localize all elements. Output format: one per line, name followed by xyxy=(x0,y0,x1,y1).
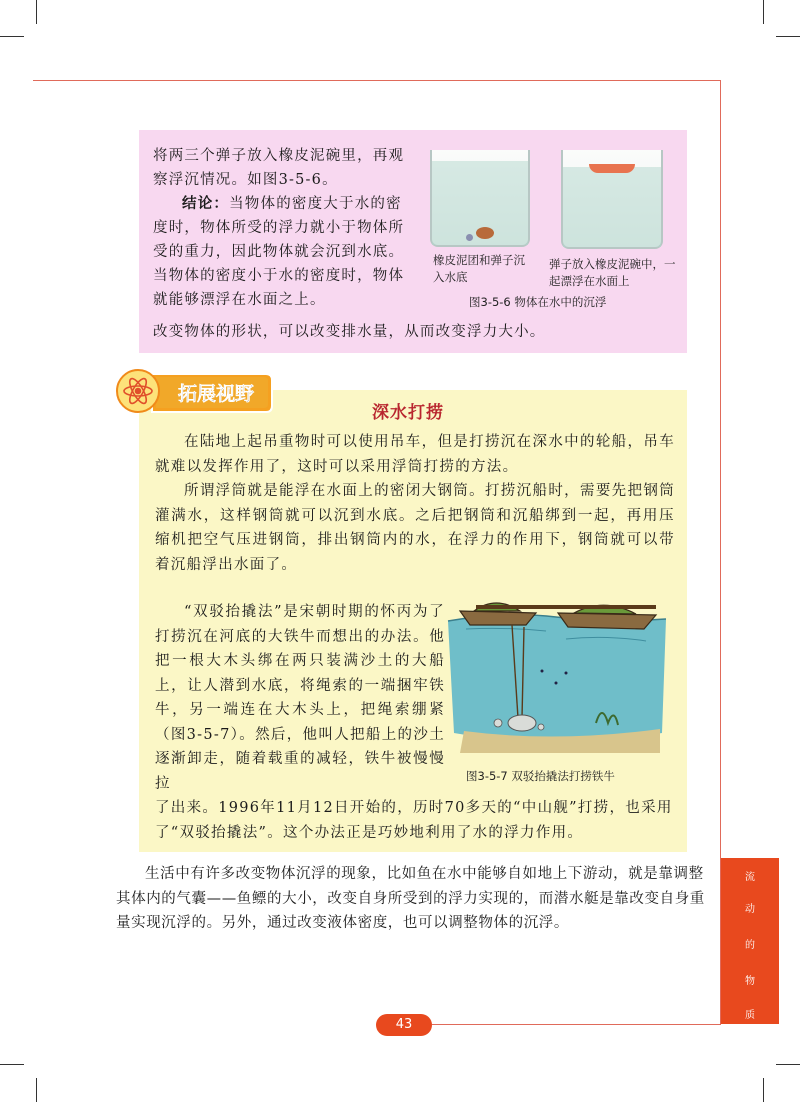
caption-floating: 弹子放入橡皮泥碗中，一起漂浮在水面上 xyxy=(549,257,676,288)
clay-lump-image xyxy=(476,227,494,239)
paragraph: 了出来。1996年11月12日开始的，历时70多天的“中山舰”打捞，也采用了“双驳抬撬法”。这个办法正是巧妙地利用了水的浮力作用。 xyxy=(155,800,673,841)
experiment-last-line: 改变物体的形状，可以改变排水量，从而改变浮力大小。 xyxy=(153,324,546,340)
body-text xyxy=(116,862,716,936)
crop-mark xyxy=(0,1064,24,1065)
paragraph: 生活中有许多改变物体沉浮的现象，比如鱼在水中能够自如地上下游动，就是靠调整其体内的气囊——鱼鳔的大小，改变自身所受到的浮力实现的，而潜水艇是靠改变自身重量实现沉浮的。另外，通过改变液体密度，也可以调整物体的沉浮。 xyxy=(116,866,705,931)
clay-bowl-image xyxy=(589,164,635,173)
figure-caption-3-5-7: 图3-5-7 双驳抬撬法打捞铁牛 xyxy=(466,769,615,783)
experiment-line: 将两三个弹子放入橡皮泥碗里，再观察浮沉情况。如图3-5-6。 xyxy=(153,148,405,188)
salvage-text-top xyxy=(155,430,675,577)
conclusion-label: 结论： xyxy=(182,195,230,212)
crop-mark xyxy=(36,0,37,24)
crop-mark xyxy=(763,1078,764,1102)
crop-mark xyxy=(0,36,24,37)
experiment-box xyxy=(139,130,687,353)
conclusion-paragraph xyxy=(153,192,413,312)
iron-ox xyxy=(508,715,536,731)
crop-mark xyxy=(763,0,764,24)
extended-view-badge xyxy=(116,368,276,414)
figure-caption-3-5-6: 图3-5-6 物体在水中的沉浮 xyxy=(469,295,607,309)
side-tab-char: 物 xyxy=(745,976,755,987)
tank-sunk-figure xyxy=(430,150,530,247)
page-number: 43 xyxy=(376,1014,432,1036)
side-tab-char: 动 xyxy=(745,904,755,915)
page-border-bottom xyxy=(432,1024,721,1025)
experiment-text xyxy=(153,144,413,312)
marble-image xyxy=(466,234,473,241)
badge-label: 拓展视野 xyxy=(177,383,255,405)
salvage-text-bottom xyxy=(155,796,675,845)
side-tab-char: 质 xyxy=(745,1010,755,1021)
salvage-text-wrap xyxy=(155,600,445,796)
crop-mark xyxy=(36,1078,37,1102)
paragraph: “双驳抬撬法”是宋朝时期的怀丙为了打捞沉在河底的大铁牛而想出的办法。他把一根大木头绑在两只装满沙土的大船上，让人潜到水底，将绳索的一端捆牢铁牛，另一端连在大木头上，把绳索绷紧（图3-5-7）。然后，他叫人把船上的沙土逐渐卸走，随着载重的减轻，铁牛被慢慢拉 xyxy=(155,604,445,792)
side-tab-char: 流 xyxy=(745,872,755,883)
twin-barge-illustration xyxy=(446,583,668,753)
tank-floating-figure xyxy=(561,150,663,249)
beam xyxy=(476,605,656,609)
crop-mark xyxy=(776,1064,800,1065)
page-border-top xyxy=(33,80,720,81)
caption-sunk: 橡皮泥团和弹子沉入水底 xyxy=(433,253,525,284)
chapter-side-tab xyxy=(721,858,779,1024)
paragraph: 在陆地上起吊重物时可以使用吊车，但是打捞沉在深水中的轮船，吊车就难以发挥作用了，这时可以采用浮筒打捞的方法。 xyxy=(155,434,675,475)
paragraph: 所谓浮筒就是能浮在水面上的密闭大钢筒。打捞沉船时，需要先把钢筒灌满水，这样钢筒就可以沉到水底。之后把钢筒和沉船绑到一起，再用压缩机把空气压进钢筒，排出钢筒内的水，在浮力的作用下，钢筒就可以带着沉船浮出水面了。 xyxy=(155,483,675,573)
crop-mark xyxy=(776,36,800,37)
conclusion-text: 当物体的密度大于水的密度时，物体所受的浮力就小于物体所受的重力，因此物体就会沉到水底。当物体的密度小于水的密度时，物体就能够漂浮在水面之上。 xyxy=(153,196,405,308)
section-title: 深水打捞 xyxy=(372,403,444,423)
side-tab-char: 的 xyxy=(745,940,755,951)
